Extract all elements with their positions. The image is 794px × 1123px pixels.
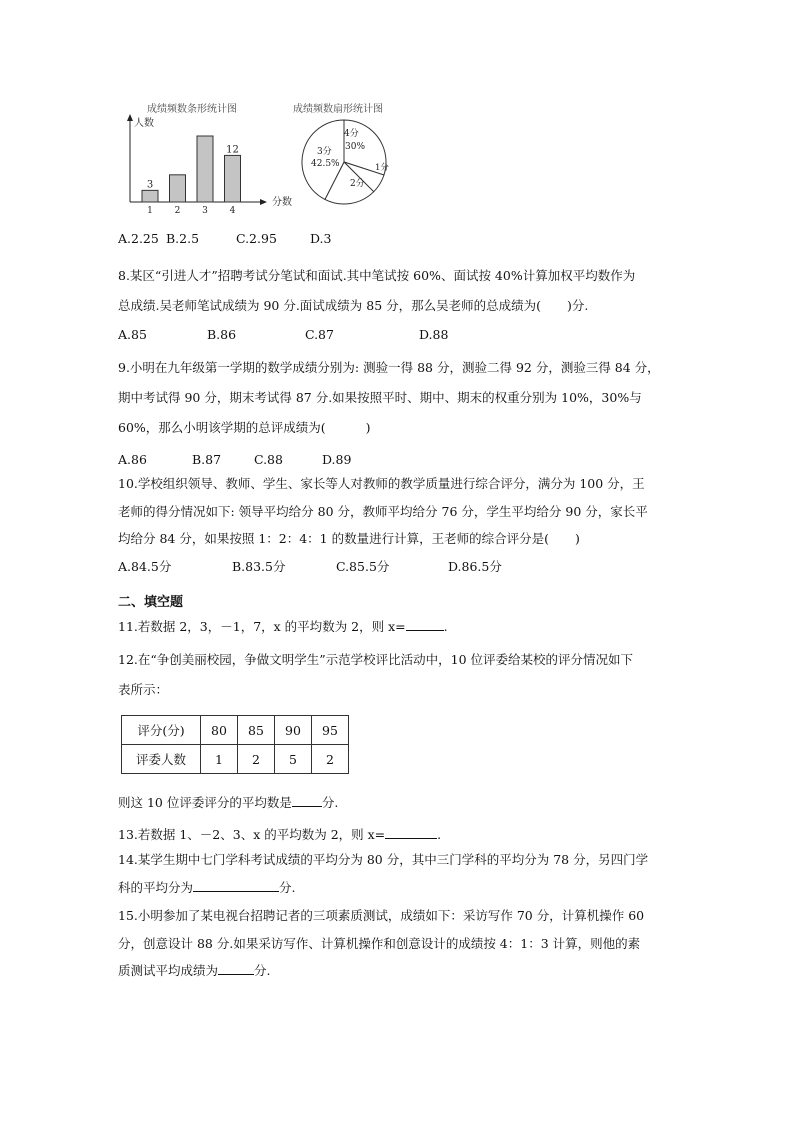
q15-line-2: 分，创意设计 88 分.如果采访写作、计算机操作和创意设计的成绩按 4：1：3 计算，则他的素	[118, 936, 641, 951]
q14-blank	[193, 879, 279, 892]
bar-1	[142, 190, 158, 202]
q13-text: 13.若数据 1、－2、3、x 的平均数为 2，则 x=	[118, 827, 386, 842]
q10-option-b: B.83.5分	[231, 559, 286, 574]
bar-x-axis-arrow	[260, 199, 267, 205]
pie-label-3-pct: 42.5%	[311, 159, 340, 169]
table-cell: 80	[201, 716, 238, 745]
q14-line-2-text: 科的平均分为	[118, 880, 194, 895]
q10-option-c: C.85.5分	[335, 559, 390, 574]
q13	[118, 825, 441, 843]
q7-option-b: B.2.5	[165, 231, 200, 246]
table-cell: 95	[312, 716, 349, 745]
q15-line-3-text: 质测试平均成绩为	[118, 963, 219, 978]
pie-label-3: 3分	[317, 147, 332, 157]
q10-line-2: 老师的得分情况如下: 领导平均给分 80 分，教师平均给分 76 分，学生平均给分 90 分，家长平	[118, 504, 648, 519]
pie-chart	[300, 118, 400, 210]
q9-option-d: D.89	[321, 452, 352, 467]
q12-after-end: 分.	[321, 795, 339, 810]
q12-line-1: 12.在“争创美丽校园，争做文明学生”示范学校评比活动中，10 位评委给某校的评分情况如下	[118, 652, 634, 667]
q11-text: 11.若数据 2，3，－1，7，x 的平均数为 2，则 x=	[118, 619, 406, 634]
q9-line-3-text: 60%，那么小明该学期的总评成绩为(	[118, 420, 326, 435]
q7-options	[118, 231, 331, 246]
q9-line-3-end: )	[365, 420, 371, 435]
pie-chart-title: 成绩频数扇形统计图	[293, 104, 383, 115]
q10-option-d: D.86.5分	[447, 559, 502, 574]
q10-option-a: A.84.5分	[118, 559, 172, 574]
q10-line-3-end: )	[575, 531, 580, 546]
table-cell: 90	[275, 716, 312, 745]
q7-option-a: A.2.25	[118, 231, 159, 246]
q8-line-2-text: 总成绩.吴老师笔试成绩为 90 分.面试成绩为 85 分，那么吴老师的总成绩为(	[118, 298, 542, 313]
q8-line-2-end: )分.	[567, 298, 589, 313]
pie-label-4-pct: 30%	[345, 142, 366, 152]
q14-line-2	[118, 878, 296, 896]
q10-line-1: 10.学校组织领导、教师、学生、家长等人对教师的教学质量进行综合评分，满分为 100 分，王	[118, 476, 645, 491]
bar-y-axis-label: 人数	[134, 118, 154, 129]
q15-blank	[218, 962, 254, 975]
score-table	[121, 715, 349, 774]
q14-line-2-end: 分.	[279, 880, 296, 895]
q9-option-a: A.86	[118, 452, 147, 467]
table-cell: 5	[275, 745, 312, 774]
q15-line-1: 15.小明参加了某电视台招聘记者的三项素质测试，成绩如下：采访写作 70 分，计算机操作 60	[118, 908, 645, 923]
bar-tick-label: 3	[202, 206, 208, 216]
bar-tick-label: 1	[147, 206, 153, 216]
table-cell: 2	[312, 745, 349, 774]
q10-options	[118, 557, 502, 575]
table-cell: 2	[238, 745, 275, 774]
table-cell: 85	[238, 716, 275, 745]
q9-options	[118, 452, 351, 467]
q9-option-b: B.87	[191, 452, 222, 467]
q8-line-1: 8.某区“引进人才”招聘考试分笔试和面试.其中笔试按 60%、面试按 40%计算加权平均数作为	[118, 268, 636, 283]
bar-2	[170, 175, 186, 202]
pie-label-4: 4分	[344, 129, 359, 139]
bar-data-label: 12	[226, 144, 239, 156]
q14-line-1: 14.某学生期中七门学科考试成绩的平均分为 80 分，其中三门学科的平均分为 78 分，另四门学	[118, 852, 649, 867]
q12-after	[118, 793, 338, 811]
bar-tick-label: 4	[229, 206, 236, 216]
q7-option-c: C.2.95	[235, 231, 277, 246]
q8-option-c: C.87	[304, 327, 334, 342]
bar-tick-label: 2	[174, 206, 181, 216]
q12-blank	[292, 794, 322, 807]
table-header-cell: 评分(分)	[122, 716, 201, 745]
q9-line-2: 期中考试得 90 分，期末考试得 87 分.如果按照平时、期中、期末的权重分别为 10%，30%与	[118, 390, 642, 405]
q10-line-3	[118, 529, 580, 547]
bar-4	[225, 155, 241, 202]
q12-after-text: 则这 10 位评委评分的平均数是	[118, 795, 292, 810]
q7-option-d: D.3	[309, 231, 332, 246]
bar-data-label: 3	[146, 179, 154, 191]
table-header-cell: 评委人数	[122, 745, 201, 774]
q11	[118, 617, 448, 635]
q8-option-b: B.86	[206, 327, 237, 342]
q10-line-3-text: 均给分 84 分，如果按照 1：2：4：1 的数量进行计算，王老师的综合评分是(	[118, 531, 549, 546]
bar-y-axis-arrow	[127, 114, 133, 121]
table-row	[122, 716, 349, 745]
q13-end: .	[437, 827, 442, 842]
q11-blank	[406, 618, 444, 631]
q13-blank	[385, 826, 437, 839]
q8-option-d: D.88	[418, 327, 449, 342]
pie-label-2: 2分	[350, 179, 365, 189]
q8-option-a: A.85	[118, 327, 147, 342]
q8-options	[118, 327, 448, 342]
q8-line-2	[118, 296, 588, 314]
section-fill-blank-title: 二、填空题	[118, 595, 184, 610]
bar-chart-title: 成绩频数条形统计图	[147, 104, 237, 115]
bar-chart	[118, 112, 308, 220]
bar-x-axis-label: 分数	[272, 197, 292, 208]
q15-line-3	[118, 961, 271, 979]
q12-line-2: 表所示：	[118, 682, 169, 697]
q15-line-3-end: 分.	[254, 963, 271, 978]
table-row	[122, 745, 349, 774]
q9-line-3	[118, 418, 371, 436]
q9-line-1: 9.小明在九年级第一学期的数学成绩分别为: 测验一得 88 分，测验二得 92 分，测验三得 84 分，	[118, 360, 660, 375]
table-cell: 1	[201, 745, 238, 774]
bar-3	[197, 136, 213, 202]
pie-label-1: 1分	[375, 163, 389, 173]
q11-end: .	[443, 619, 448, 634]
q9-option-c: C.88	[253, 452, 283, 467]
